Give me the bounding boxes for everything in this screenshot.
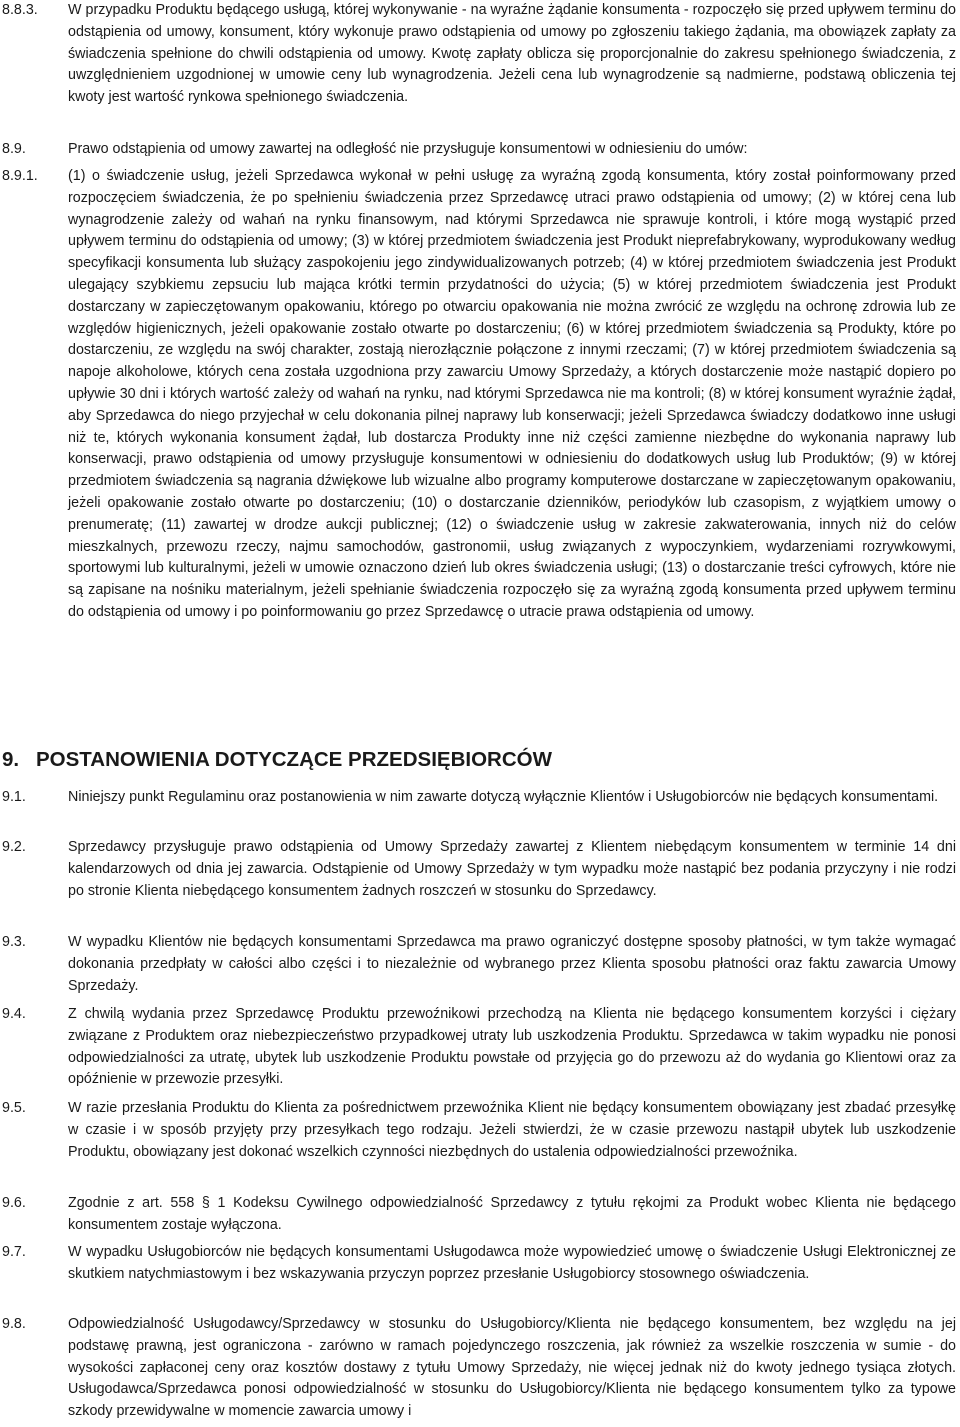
section-text: W przypadku Produktu będącego usługą, której wykonywanie - na wyraźne żądanie konsumenta - rozpoczęło się przed upływem terminu do odstąpienia od umowy, konsument, który wykonuje prawo odstąpienia od umowy po zgłoszeniu takiego żądania, ma obowiązek zapłaty za świadczenia spełnione do chwili odstąpienia od umowy. Kwotę zapłaty oblicza się proporcjonalnie do zakresu spełnionego świadczenia, z uwzględnieniem uzgodnionej w umowie ceny lub wynagrodzenia. Jeżeli cena lub wynagrodzenie są nadmierne, podstawą obliczenia tej kwoty jest wartość rynkowa spełnionego świadczenia. xyxy=(68,2,956,106)
section-number: 9.4. xyxy=(2,1006,26,1022)
section-number: 8.8.3. xyxy=(2,2,38,18)
section-text: (1) o świadczenie usług, jeżeli Sprzedawca wykonał w pełni usługę za wyraźną zgodą konsumenta, który został poinformowany przed rozpoczęciem świadczenia, że po spełnieniu świadczenia przez Sprzedawcę utraci prawo odstąpienia od umowy; (2) w której cena lub wynagrodzenie zależy od wahań na rynku finansowym, nad którymi Sprzedawca nie sprawuje kontroli, i które mogą wystąpić przed upływem terminu do odstąpienia od umowy; (3) w której przedmiotem świadczenia jest Produkt nieprefabrykowany, wyprodukowany według specyfikacji konsumenta lub służący zaspokojeniu jego zindywidualizowanych potrzeb; (4) w której przedmiotem świadczenia jest Produkt ulegający szybkiemu zepsuciu lub mająca krótki termin przydatności do użycia; (5) w której przedmiotem świadczenia jest Produkt dostarczany w zapieczętowanym opakowaniu, którego po otwarciu opakowania nie można zwrócić ze względu na ochronę zdrowia lub ze względów higienicznych, jeżeli opakowanie zostało otwarte po dostarczeniu; (6) w której przedmiotem świadczenia są Produkty, które po dostarczeniu, ze względu na swój charakter, zostają nierozłącznie połączone z innymi rzeczami; (7) w której przedmiotem świadczenia są napoje alkoholowe, których cena została uzgodniona przy zawarciu Umowy Sprzedaży, a których dostarczenie może nastąpić dopiero po upływie 30 dni i których wartość zależy od wahań na rynku, nad którymi Sprzedawca nie ma kontroli; (8) w której konsument wyraźnie żądał, aby Sprzedawca do niego przyjechał w celu dokonania pilnej naprawy lub konserwacji; jeżeli Sprzedawca świadczy dodatkowo inne usługi niż te, których wykonania konsument żądał, lub dostarcza Produkty inne niż części zamienne niezbędne do wykonania naprawy lub konserwacji, prawo odstąpienia od umowy przysługuje konsumentowi w odniesieniu do dodatkowych usług lub Produktów; (9) w której przedmiotem świadczenia są nagrania dźwiękowe lub wizualne albo programy komputerowe dostarczane w zapieczętowanym opakowaniu, jeżeli opakowanie zostało otwarte po dostarczeniu; (10) o dostarczanie dzienników, periodyków lub czasopism, z wyjątkiem umowy o prenumeratę; (11) zawartej w drodze aukcji publicznej; (12) o świadczenie usług w zakresie zakwaterowania, innych niż do celów mieszkalnych, przewozu rzeczy, najmu samochodów, gastronomii, usług związanych z wypoczynkiem, wydarzeniami rozrywkowymi, sportowymi lub kulturalnymi, jeżeli w umowie oznaczono dzień lub okres świadczenia usługi; (13) o dostarczanie treści cyfrowych, które nie są zapisane na nośniku materialnym, jeżeli spełnianie świadczenia rozpoczęło się za wyraźną zgodą konsumenta przed upływem terminu do odstąpienia od umowy i po poinformowaniu go przez Sprzedawcę o utracie prawa odstąpienia od umowy. xyxy=(68,168,956,620)
section-number: 9.7. xyxy=(2,1244,26,1260)
section-number: 9.5. xyxy=(2,1100,26,1116)
section-text: W razie przesłania Produktu do Klienta za pośrednictwem przewoźnika Klient nie będący konsumentem obowiązany jest zbadać przesyłkę w czasie i w sposób przyjęty przy przesyłkach tego rodzaju. Jeżeli stwierdzi, że w czasie przewozu nastąpił ubytek lub uszkodzenie Produktu, obowiązany jest dokonać wszelkich czynności niezbędnych do ustalenia odpowiedzialności przewoźnika. xyxy=(68,1100,956,1160)
section-text: Prawo odstąpienia od umowy zawartej na odległość nie przysługuje konsumentowi w odniesieniu do umów: xyxy=(68,141,748,157)
section-number: 9.2. xyxy=(2,839,26,855)
heading-title: POSTANOWIENIA DOTYCZĄCE PRZEDSIĘBIORCÓW xyxy=(36,748,552,771)
section-text: Zgodnie z art. 558 § 1 Kodeksu Cywilnego odpowiedzialność Sprzedawcy z tytułu rękojmi za Produkt wobec Klienta nie będącego konsumentem zostaje wyłączona. xyxy=(68,1195,956,1233)
section-text: W wypadku Klientów nie będących konsumentami Sprzedawca ma prawo ograniczyć dostępne sposoby płatności, w tym także wymagać dokonania przedpłaty w całości albo części i to niezależnie od wybranego przez Klienta sposobu płatności oraz faktu zawarcia Umowy Sprzedaży. xyxy=(68,934,956,994)
heading-number: 9. xyxy=(2,748,20,771)
section-text: Niniejszy punkt Regulaminu oraz postanowienia w nim zawarte dotyczą wyłącznie Klientów i Usługobiorców nie będących konsumentami. xyxy=(68,789,939,805)
section-number: 8.9. xyxy=(2,141,26,157)
section-text: Z chwilą wydania przez Sprzedawcę Produktu przewoźnikowi przechodzą na Klienta nie będącego konsumentem korzyści i ciężary związane z Produktem oraz niebezpieczeństwo przypadkowej utraty lub uszkodzenia Produktu. Sprzedawca w takim wypadku nie ponosi odpowiedzialności za utratę, ubytek lub uszkodzenie Produktu powstałe od przyjęcia go do przewozu aż do wydania go Klientowi oraz za opóźnienie w przewozie przesyłki. xyxy=(68,1006,956,1088)
section-number: 9.8. xyxy=(2,1316,26,1332)
section-number: 9.1. xyxy=(2,789,26,805)
section-text: Sprzedawcy przysługuje prawo odstąpienia od Umowy Sprzedaży zawartej z Klientem niebędącym konsumentem w terminie 14 dni kalendarzowych od dnia jej zawarcia. Odstąpienie od Umowy Sprzedaży w tym wypadku może nastąpić bez podania przyczyny i nie rodzi po stronie Klienta niebędącego konsumentem żadnych roszczeń w stosunku do Sprzedawcy. xyxy=(68,839,956,899)
section-text: W wypadku Usługobiorców nie będących konsumentami Usługodawca może wypowiedzieć umowę o świadczenie Usługi Elektronicznej ze skutkiem natychmiastowym i bez wskazywania przyczyn poprzez przesłanie Usługobiorcy stosownego oświadczenia. xyxy=(68,1244,956,1282)
section-number: 9.6. xyxy=(2,1195,26,1211)
section-number: 8.9.1. xyxy=(2,168,38,184)
section-text: Odpowiedzialność Usługodawcy/Sprzedawcy w stosunku do Usługobiorcy/Klienta nie będącego konsumentem, bez względu na jej podstawę prawną, jest ograniczona - zarówno w ramach pojedynczego roszczenia, jak również za wszelkie roszczenia w sumie - do wysokości zapłaconej ceny oraz kosztów dostawy z tytułu Umowy Sprzedaży, nie więcej jednak niż do kwoty jednego tysiąca złotych. Usługodawca/Sprzedawca ponosi odpowiedzialność w stosunku do Usługobiorcy/Klienta nie będącego konsumentem tylko za typowe szkody przewidywalne w momencie zawarcia umowy i xyxy=(68,1316,956,1420)
section-number: 9.3. xyxy=(2,934,26,950)
